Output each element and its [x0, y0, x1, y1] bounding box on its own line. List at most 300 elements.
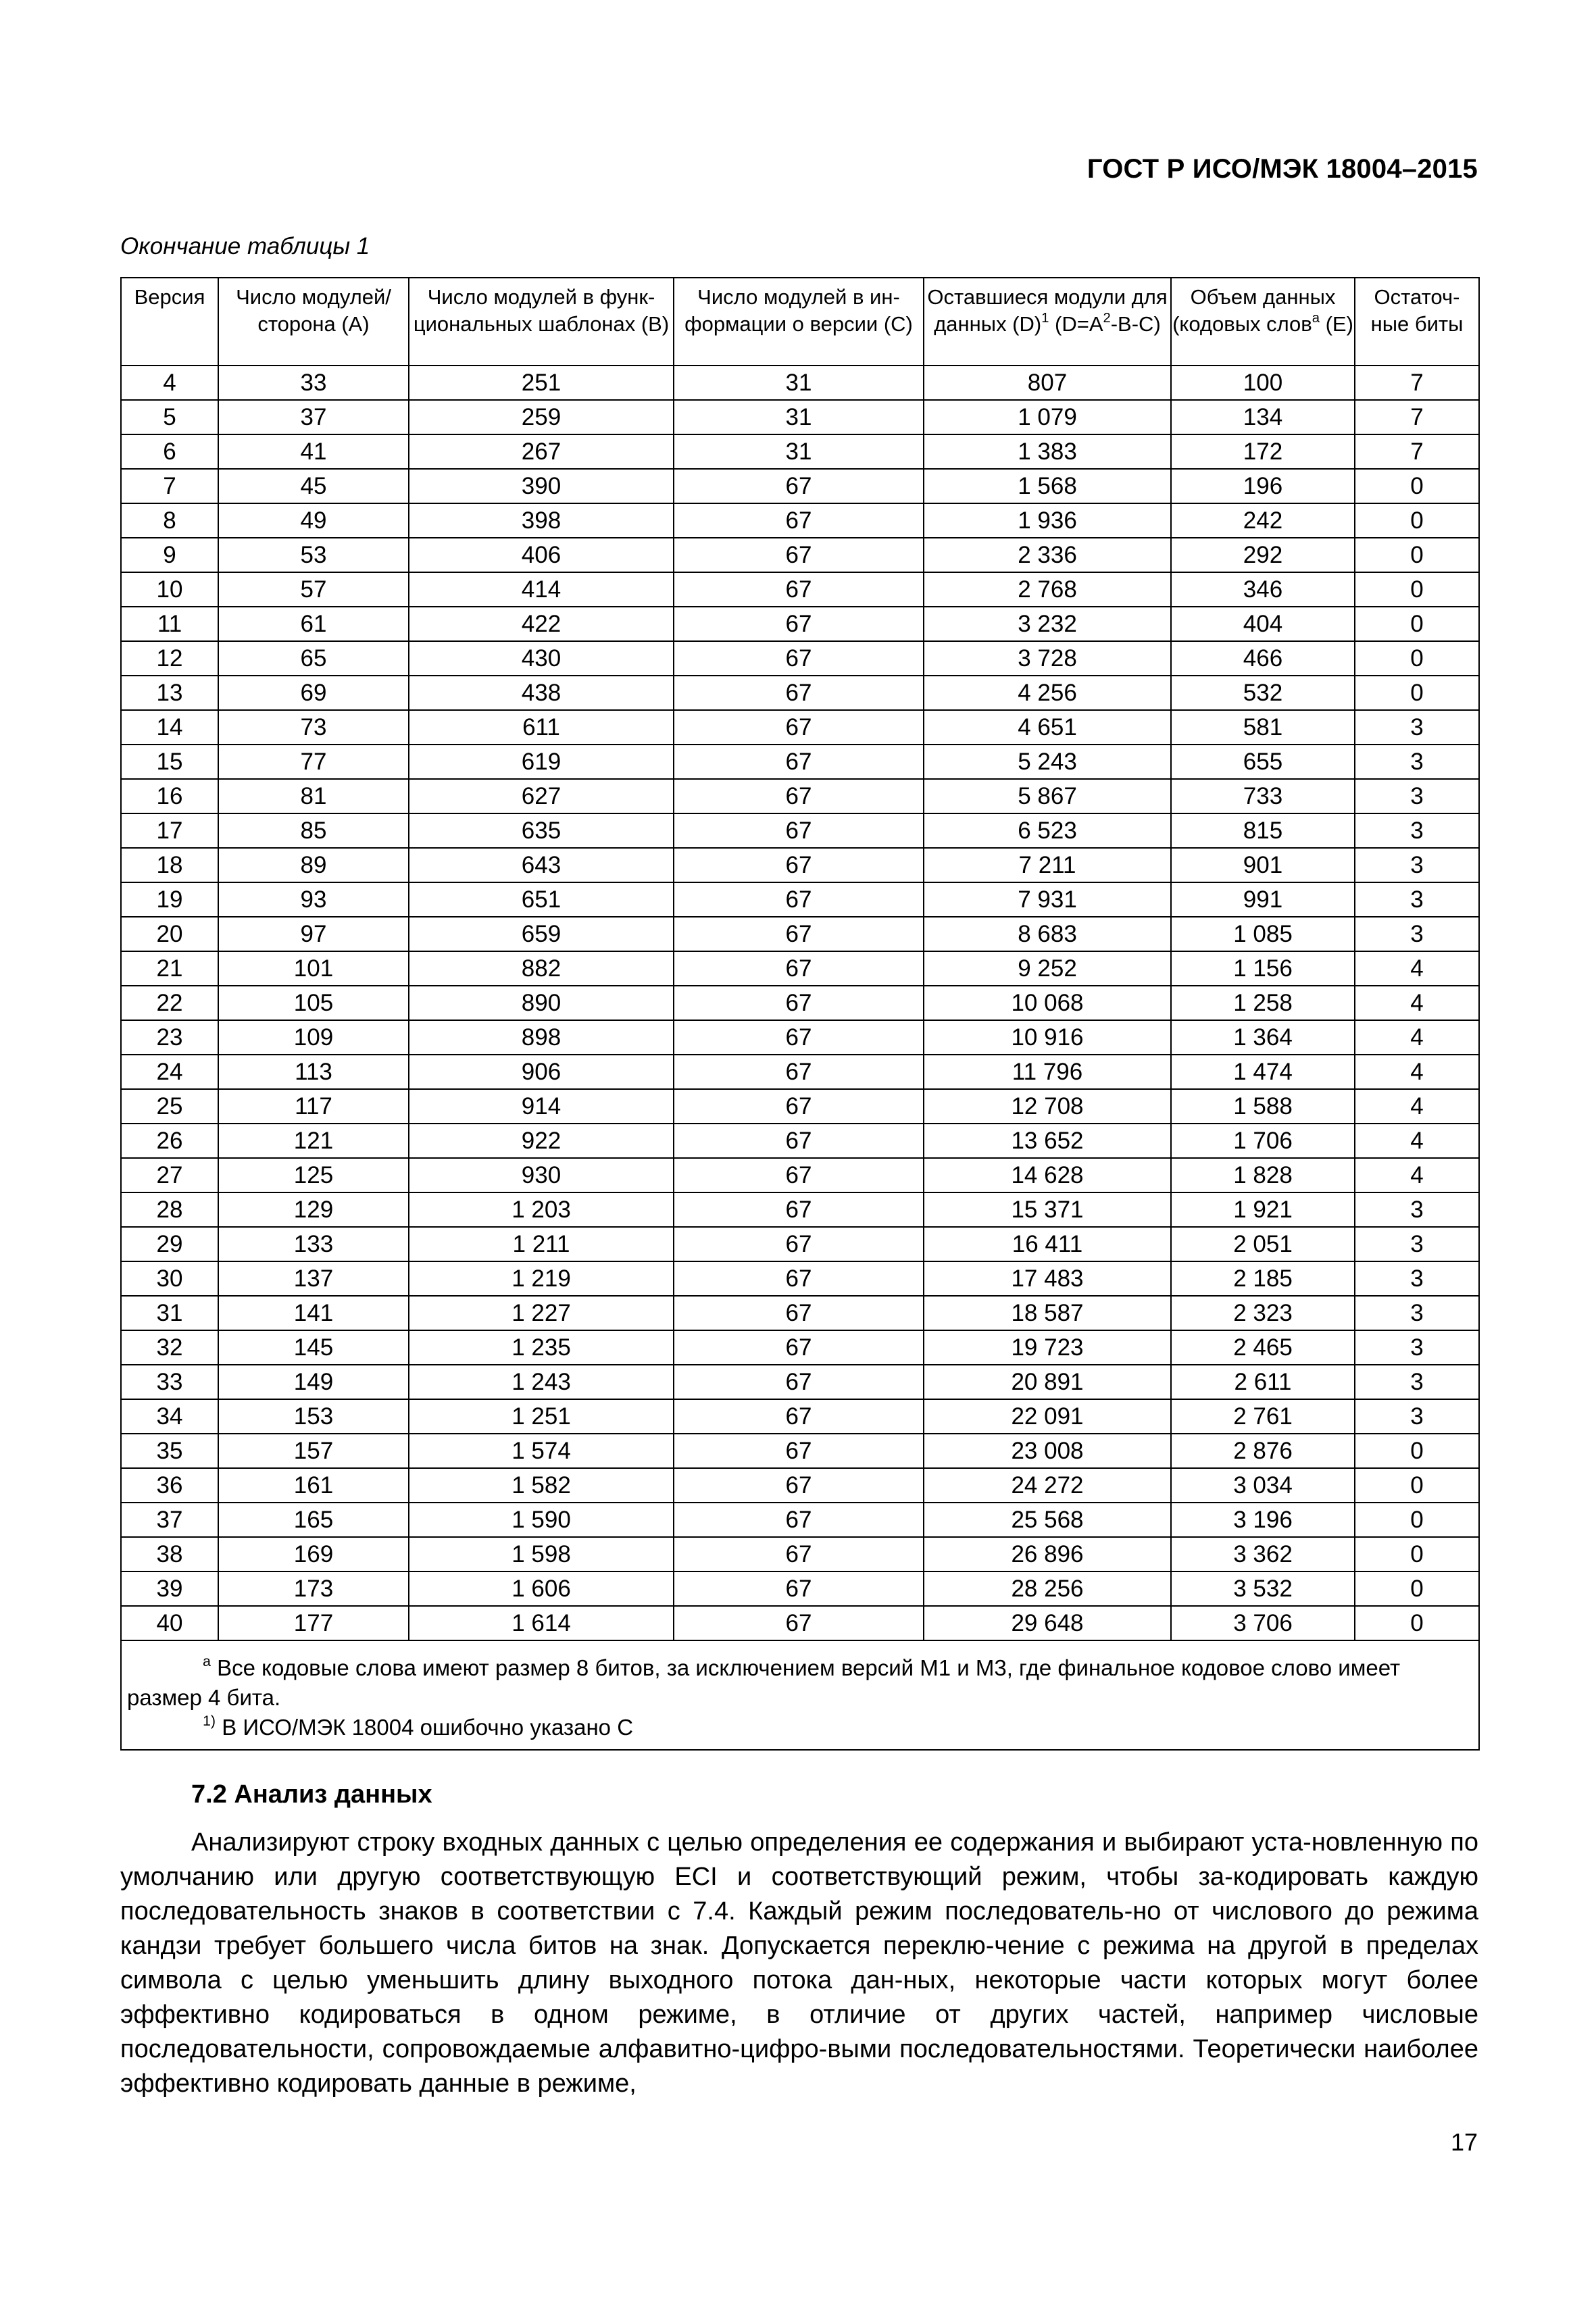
- table-cell: 1 085: [1171, 917, 1355, 951]
- note-1-text: В ИСО/МЭК 18004 ошибочно указано C: [216, 1715, 634, 1740]
- table-cell: 33: [218, 366, 409, 400]
- table-row: [121, 1606, 1479, 1640]
- table-cell: 22: [121, 986, 218, 1020]
- table-cell: 14: [121, 710, 218, 745]
- table-cell: 0: [1355, 641, 1479, 676]
- table-cell: 0: [1355, 1503, 1479, 1537]
- table-cell: 438: [409, 676, 674, 710]
- table-row: [121, 1261, 1479, 1296]
- table-cell: 161: [218, 1468, 409, 1503]
- table-cell: 1 203: [409, 1192, 674, 1227]
- section-paragraph: Анализируют строку входных данных с целью определения ее содержания и выбирают уста-новленную по умолчанию или другую соответствующую ECI и соответствующий режим, чтобы за-кодировать каждую последовательность знаков в соответствии с 7.4. Каждый режим последователь-но от числового до режима кандзи требует большего числа битов на знак. Допускается переклю-чение с режима на другой в пределах символа с целью уменьшить длину выходного потока дан-ных, некоторые части которых могут более эффективно кодироваться в одном режиме, в отличие от других частей, например числовые последовательности, сопровождаемые алфавитно-цифро-выми последовательностями. Теоретически наиболее эффективно кодировать данные в режиме,: [120, 1828, 1478, 2098]
- table-row: [121, 1192, 1479, 1227]
- table-cell: 29 648: [924, 1606, 1171, 1640]
- table-cell: 635: [409, 813, 674, 848]
- table-cell: 532: [1171, 676, 1355, 710]
- table-cell: 7: [1355, 400, 1479, 434]
- table-cell: 1 258: [1171, 986, 1355, 1020]
- table-cell: 67: [674, 951, 924, 986]
- table-cell: 20 891: [924, 1365, 1171, 1399]
- table-cell: 67: [674, 1089, 924, 1124]
- table-cell: 1 590: [409, 1503, 674, 1537]
- table-cell: 89: [218, 848, 409, 882]
- table-row: [121, 917, 1479, 951]
- table-cell: 31: [674, 400, 924, 434]
- table-cell: 1 582: [409, 1468, 674, 1503]
- table-cell: 3: [1355, 1261, 1479, 1296]
- table-cell: 3 232: [924, 607, 1171, 641]
- table-cell: 4: [1355, 1158, 1479, 1192]
- table-cell: 31: [674, 434, 924, 469]
- table-cell: 57: [218, 572, 409, 607]
- table-row: [121, 1468, 1479, 1503]
- table-cell: 1 364: [1171, 1020, 1355, 1055]
- table-cell: 67: [674, 1365, 924, 1399]
- table-cell: 65: [218, 641, 409, 676]
- table-cell: 37: [121, 1503, 218, 1537]
- table-cell: 10: [121, 572, 218, 607]
- table-cell: 67: [674, 1261, 924, 1296]
- table-cell: 12: [121, 641, 218, 676]
- table-cell: 466: [1171, 641, 1355, 676]
- table-cell: 3 728: [924, 641, 1171, 676]
- table-cell: 4: [1355, 1089, 1479, 1124]
- table-cell: 0: [1355, 676, 1479, 710]
- table-cell: 1 568: [924, 469, 1171, 503]
- table-cell: 906: [409, 1055, 674, 1089]
- table-cell: 4: [1355, 1124, 1479, 1158]
- table-cell: 611: [409, 710, 674, 745]
- table-cell: 169: [218, 1537, 409, 1571]
- table-cell: 49: [218, 503, 409, 538]
- table-row: [121, 434, 1479, 469]
- table-cell: 1 243: [409, 1365, 674, 1399]
- table-cell: 3 034: [1171, 1468, 1355, 1503]
- table-cell: 133: [218, 1227, 409, 1261]
- table-cell: 3: [1355, 813, 1479, 848]
- table-cell: 3: [1355, 1330, 1479, 1365]
- table-cell: 67: [674, 1192, 924, 1227]
- table-cell: 26 896: [924, 1537, 1171, 1571]
- table-cell: 134: [1171, 400, 1355, 434]
- table-cell: 4: [1355, 1055, 1479, 1089]
- section-title: 7.2 Анализ данных: [191, 1780, 432, 1809]
- table-cell: 1 219: [409, 1261, 674, 1296]
- table-cell: 404: [1171, 607, 1355, 641]
- table-cell: 643: [409, 848, 674, 882]
- table-cell: 807: [924, 366, 1171, 400]
- table-cell: 10 068: [924, 986, 1171, 1020]
- table-cell: 2 185: [1171, 1261, 1355, 1296]
- table-cell: 581: [1171, 710, 1355, 745]
- table-row: [121, 848, 1479, 882]
- table-cell: 0: [1355, 1468, 1479, 1503]
- table-cell: 292: [1171, 538, 1355, 572]
- table-cell: 67: [674, 1158, 924, 1192]
- table-cell: 28 256: [924, 1571, 1171, 1606]
- table-body: [121, 366, 1479, 1640]
- table-cell: 5 243: [924, 745, 1171, 779]
- table-cell: 16: [121, 779, 218, 813]
- table-row: [121, 1365, 1479, 1399]
- table-cell: 3: [1355, 1192, 1479, 1227]
- header-modules-per-side: Число модулей/ сторона (A): [218, 278, 409, 366]
- table-cell: 38: [121, 1537, 218, 1571]
- table-cell: 73: [218, 710, 409, 745]
- table-cell: 2 761: [1171, 1399, 1355, 1434]
- table-cell: 97: [218, 917, 409, 951]
- table-cell: 3: [1355, 1399, 1479, 1434]
- table-cell: 17 483: [924, 1261, 1171, 1296]
- table-cell: 29: [121, 1227, 218, 1261]
- header-remainder-bits: Остаточ-ные биты: [1355, 278, 1479, 366]
- table-row: [121, 779, 1479, 813]
- table-cell: 9: [121, 538, 218, 572]
- table-cell: 67: [674, 813, 924, 848]
- table-row: [121, 1227, 1479, 1261]
- table-cell: 23 008: [924, 1434, 1171, 1468]
- table-cell: 0: [1355, 538, 1479, 572]
- note-a-text: Все кодовые слова имеют размер 8 битов, за исключением версий M1 и M3, где финальное кодовое слово имеет размер 4 бита.: [127, 1655, 1401, 1710]
- header-remaining-text: Оставшиеся модули для данных (D): [927, 285, 1168, 336]
- table-cell: 18 587: [924, 1296, 1171, 1330]
- table-cell: 2 768: [924, 572, 1171, 607]
- table-cell: 172: [1171, 434, 1355, 469]
- table-cell: 11 796: [924, 1055, 1171, 1089]
- table-cell: 1 235: [409, 1330, 674, 1365]
- table-cell: 28: [121, 1192, 218, 1227]
- table-row: [121, 813, 1479, 848]
- table-cell: 20: [121, 917, 218, 951]
- table-cell: 3 196: [1171, 1503, 1355, 1537]
- table-cell: 101: [218, 951, 409, 986]
- table-cell: 34: [121, 1399, 218, 1434]
- table-cell: 53: [218, 538, 409, 572]
- table-cell: 17: [121, 813, 218, 848]
- table-cell: 24: [121, 1055, 218, 1089]
- table-row: [121, 745, 1479, 779]
- table-cell: 18: [121, 848, 218, 882]
- table-cell: 67: [674, 1537, 924, 1571]
- header-capacity-text: Объем данных (кодовых слов: [1172, 285, 1336, 336]
- table-cell: 3 362: [1171, 1537, 1355, 1571]
- table-cell: 733: [1171, 779, 1355, 813]
- table-cell: 3: [1355, 1365, 1479, 1399]
- table-cell: 67: [674, 1503, 924, 1537]
- table-cell: 19 723: [924, 1330, 1171, 1365]
- table-notes: [121, 1640, 1479, 1750]
- table-cell: 406: [409, 538, 674, 572]
- table-cell: 0: [1355, 607, 1479, 641]
- note-1: [127, 1713, 1473, 1742]
- page-number: 17: [1450, 2128, 1478, 2156]
- table-cell: 67: [674, 572, 924, 607]
- table-cell: 659: [409, 917, 674, 951]
- table-cell: 129: [218, 1192, 409, 1227]
- table-cell: 6 523: [924, 813, 1171, 848]
- table-row: [121, 951, 1479, 986]
- table-cell: 67: [674, 607, 924, 641]
- table-cell: 67: [674, 1468, 924, 1503]
- table-cell: 430: [409, 641, 674, 676]
- table-cell: 69: [218, 676, 409, 710]
- table-cell: 105: [218, 986, 409, 1020]
- table-cell: 196: [1171, 469, 1355, 503]
- table-cell: 85: [218, 813, 409, 848]
- table-cell: 67: [674, 745, 924, 779]
- table-row: [121, 538, 1479, 572]
- table-cell: 173: [218, 1571, 409, 1606]
- table-cell: 2 051: [1171, 1227, 1355, 1261]
- table-cell: 100: [1171, 366, 1355, 400]
- table-row: [121, 676, 1479, 710]
- table-row: [121, 607, 1479, 641]
- table-notes-row: [121, 1640, 1479, 1750]
- table-cell: 1 921: [1171, 1192, 1355, 1227]
- table-cell: 67: [674, 469, 924, 503]
- table-cell: 0: [1355, 572, 1479, 607]
- table-cell: 4 256: [924, 676, 1171, 710]
- table-row: [121, 1399, 1479, 1434]
- table-cell: 3: [1355, 882, 1479, 917]
- table-cell: 77: [218, 745, 409, 779]
- table-caption: Окончание таблицы 1: [120, 233, 370, 259]
- table-cell: 259: [409, 400, 674, 434]
- table-cell: 0: [1355, 1537, 1479, 1571]
- table-cell: 32: [121, 1330, 218, 1365]
- table-cell: 145: [218, 1330, 409, 1365]
- note-1-mark: 1): [203, 1712, 216, 1729]
- table-cell: 655: [1171, 745, 1355, 779]
- table-cell: 149: [218, 1365, 409, 1399]
- table-cell: 398: [409, 503, 674, 538]
- table-cell: 930: [409, 1158, 674, 1192]
- table-cell: 12 708: [924, 1089, 1171, 1124]
- table-cell: 1 211: [409, 1227, 674, 1261]
- table-cell: 3: [1355, 848, 1479, 882]
- table-cell: 1 251: [409, 1399, 674, 1434]
- table-cell: 61: [218, 607, 409, 641]
- table-row: [121, 1434, 1479, 1468]
- table-row: [121, 1296, 1479, 1330]
- table-cell: 2 611: [1171, 1365, 1355, 1399]
- table-cell: 1 227: [409, 1296, 674, 1330]
- table-cell: 67: [674, 1399, 924, 1434]
- note-a: [127, 1653, 1473, 1713]
- table-cell: 67: [674, 779, 924, 813]
- table-cell: 1 156: [1171, 951, 1355, 986]
- table-row: [121, 572, 1479, 607]
- table-row: [121, 1089, 1479, 1124]
- table-cell: 41: [218, 434, 409, 469]
- table-header-row: [121, 278, 1479, 366]
- table-cell: 7: [121, 469, 218, 503]
- table-cell: 8 683: [924, 917, 1171, 951]
- table-cell: 4: [1355, 1020, 1479, 1055]
- table-cell: 1 706: [1171, 1124, 1355, 1158]
- table-cell: 15 371: [924, 1192, 1171, 1227]
- table-cell: 4: [1355, 951, 1479, 986]
- header-capacity-sup: a: [1312, 310, 1320, 326]
- header-version: Версия: [121, 278, 218, 366]
- table-row: [121, 400, 1479, 434]
- table-cell: 5 867: [924, 779, 1171, 813]
- table-cell: 25: [121, 1089, 218, 1124]
- table-cell: 5: [121, 400, 218, 434]
- table-row: [121, 366, 1479, 400]
- table-cell: 45: [218, 469, 409, 503]
- table-cell: 13 652: [924, 1124, 1171, 1158]
- table-cell: 3: [1355, 745, 1479, 779]
- table-cell: 67: [674, 1227, 924, 1261]
- table-cell: 67: [674, 1020, 924, 1055]
- table-cell: 14 628: [924, 1158, 1171, 1192]
- table-cell: 23: [121, 1020, 218, 1055]
- table-cell: 1 614: [409, 1606, 674, 1640]
- table-cell: 67: [674, 986, 924, 1020]
- header-data-capacity: [1171, 278, 1355, 366]
- table-row: [121, 1503, 1479, 1537]
- table-cell: 3 532: [1171, 1571, 1355, 1606]
- table-cell: 2 323: [1171, 1296, 1355, 1330]
- table-cell: 4 651: [924, 710, 1171, 745]
- table-cell: 0: [1355, 469, 1479, 503]
- table-cell: 21: [121, 951, 218, 986]
- table-cell: 422: [409, 607, 674, 641]
- table-row: [121, 1055, 1479, 1089]
- table-row: [121, 986, 1479, 1020]
- table-cell: 19: [121, 882, 218, 917]
- data-table: [120, 277, 1480, 1751]
- table-cell: 15: [121, 745, 218, 779]
- table-cell: 0: [1355, 1606, 1479, 1640]
- table-cell: 117: [218, 1089, 409, 1124]
- table-cell: 7 211: [924, 848, 1171, 882]
- table-cell: 81: [218, 779, 409, 813]
- table-cell: 35: [121, 1434, 218, 1468]
- table-cell: 67: [674, 1606, 924, 1640]
- table-cell: 3: [1355, 779, 1479, 813]
- table-cell: 815: [1171, 813, 1355, 848]
- table-row: [121, 469, 1479, 503]
- table-cell: 67: [674, 1330, 924, 1365]
- document-code: ГОСТ Р ИСО/МЭК 18004–2015: [1087, 154, 1478, 184]
- table-cell: 890: [409, 986, 674, 1020]
- table-cell: 16 411: [924, 1227, 1171, 1261]
- table-cell: 3: [1355, 1227, 1479, 1261]
- table-cell: 67: [674, 848, 924, 882]
- table-cell: 898: [409, 1020, 674, 1055]
- table-cell: 113: [218, 1055, 409, 1089]
- table-cell: 7 931: [924, 882, 1171, 917]
- table-cell: 157: [218, 1434, 409, 1468]
- table-row: [121, 1124, 1479, 1158]
- table-cell: 31: [674, 366, 924, 400]
- table-cell: 0: [1355, 503, 1479, 538]
- table-cell: 1 606: [409, 1571, 674, 1606]
- table-cell: 3: [1355, 917, 1479, 951]
- table-cell: 22 091: [924, 1399, 1171, 1434]
- header-remaining-sup: 1: [1041, 310, 1049, 326]
- table-cell: 93: [218, 882, 409, 917]
- header-version-info-modules: Число модулей в ин-формации о версии (C): [674, 278, 924, 366]
- table-row: [121, 710, 1479, 745]
- table-cell: 67: [674, 641, 924, 676]
- table-cell: 67: [674, 1296, 924, 1330]
- table-row: [121, 1020, 1479, 1055]
- header-remaining-formula: (D=A: [1049, 312, 1103, 336]
- table-cell: 414: [409, 572, 674, 607]
- table-cell: 3: [1355, 1296, 1479, 1330]
- table-cell: 3: [1355, 710, 1479, 745]
- table-row: [121, 882, 1479, 917]
- table-cell: 141: [218, 1296, 409, 1330]
- table-cell: 1 598: [409, 1537, 674, 1571]
- table-cell: 177: [218, 1606, 409, 1640]
- table-cell: 6: [121, 434, 218, 469]
- table-cell: 36: [121, 1468, 218, 1503]
- table-cell: 1 474: [1171, 1055, 1355, 1089]
- table-cell: 1 079: [924, 400, 1171, 434]
- table-cell: 346: [1171, 572, 1355, 607]
- table-cell: 1 574: [409, 1434, 674, 1468]
- table-cell: 30: [121, 1261, 218, 1296]
- table-cell: 40: [121, 1606, 218, 1640]
- table-cell: 26: [121, 1124, 218, 1158]
- table-cell: 2 465: [1171, 1330, 1355, 1365]
- table-cell: 2 336: [924, 538, 1171, 572]
- table-cell: 0: [1355, 1434, 1479, 1468]
- table-cell: 914: [409, 1089, 674, 1124]
- table-cell: 137: [218, 1261, 409, 1296]
- table-cell: 390: [409, 469, 674, 503]
- table-cell: 67: [674, 1055, 924, 1089]
- table-cell: 67: [674, 1571, 924, 1606]
- table-row: [121, 1571, 1479, 1606]
- table-cell: 153: [218, 1399, 409, 1434]
- header-remaining-square: 2: [1103, 310, 1111, 326]
- table-cell: 67: [674, 503, 924, 538]
- table-cell: 67: [674, 676, 924, 710]
- table-cell: 7: [1355, 366, 1479, 400]
- table-cell: 67: [674, 710, 924, 745]
- table-cell: 1 588: [1171, 1089, 1355, 1124]
- table-cell: 67: [674, 917, 924, 951]
- header-function-pattern-modules: Число модулей в функ-циональных шаблонах (B): [409, 278, 674, 366]
- table-row: [121, 641, 1479, 676]
- table-cell: 251: [409, 366, 674, 400]
- table-row: [121, 1330, 1479, 1365]
- table-cell: 67: [674, 538, 924, 572]
- table-cell: 1 828: [1171, 1158, 1355, 1192]
- table-cell: 2 876: [1171, 1434, 1355, 1468]
- table-cell: 0: [1355, 1571, 1479, 1606]
- table-cell: 109: [218, 1020, 409, 1055]
- note-a-mark: a: [203, 1653, 211, 1669]
- table-cell: 9 252: [924, 951, 1171, 986]
- table-cell: 25 568: [924, 1503, 1171, 1537]
- header-capacity-post: (E): [1319, 312, 1353, 336]
- table-cell: 4: [1355, 986, 1479, 1020]
- table-cell: 13: [121, 676, 218, 710]
- header-remaining-formula-end: -B-C): [1110, 312, 1161, 336]
- table-cell: 31: [121, 1296, 218, 1330]
- table-cell: 11: [121, 607, 218, 641]
- table-cell: 39: [121, 1571, 218, 1606]
- table-cell: 267: [409, 434, 674, 469]
- table-cell: 10 916: [924, 1020, 1171, 1055]
- table-cell: 37: [218, 400, 409, 434]
